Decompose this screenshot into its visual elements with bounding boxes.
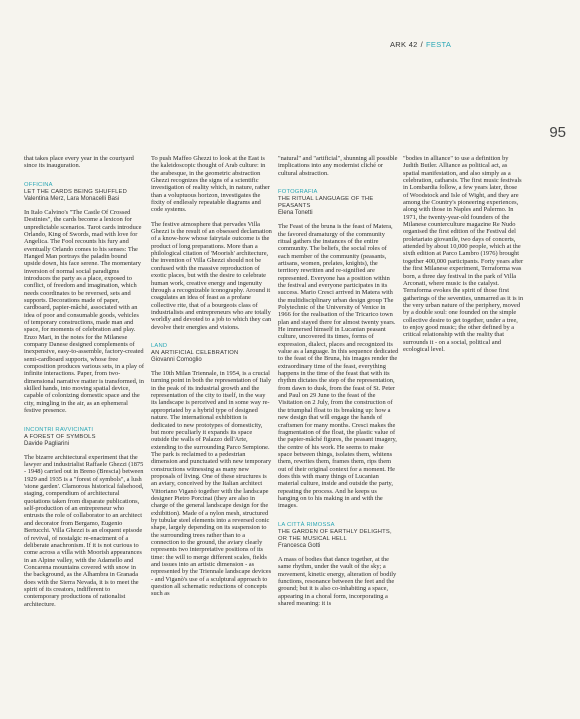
running-header bbox=[390, 40, 451, 49]
body-paragraph: To push Maffeo Ghezzi to look at the East is the kaleidoscopic thought of Arab culture: in the arabesque, in the geometric abstraction Ghezzi recognizes the signs of a scientific investigation of reality which, in nature, rather than a voluptuous horizon, investigates the fixity of endlessly repeatable diagrams and code systems. bbox=[151, 155, 270, 214]
body-paragraph: "natural" and "artificial", shunning all possible implications into any modernist cliché or cultural abstraction. bbox=[278, 155, 398, 177]
section-subtitle: LET THE CARDS BEING SHUFFLED bbox=[24, 188, 127, 195]
section-author: Valentina Merz, Lara Monacelli Basi bbox=[24, 195, 120, 202]
body-paragraph: The Feast of the bruna is the feast of Matera, the favored dramaturgy of the community ritual gathers the instances of the entire community. The beliefs, the social roles of each member of the community (peasants, artisans, women, prelates, knights), the territory rewritten and re-signified are represented. Everyone has a position within the festival and everyone participates in its success. Mario Cresci arrived in Matera with the multidisciplinary urban design group The Polytechnic of the University of Venice in 1966 for the realisation of the Tricarico town plan and stayed there for almost twenty years. He immersed himself in Lucanian peasant culture, uncovered its times, forms of expression, dialect, places and recognized its value as a language. In this sequence dedicated to the feast of the Bruna, his images render the extraordinary time of the feast, everything happens in the time of the feast that with its rhythm dictates the step of the representation, from dawn to dusk, from the feast of St. Peter and Paul on 29 June to the feast of the Visitation on 2 July, from the construction of the triumphal float to its breaking up: how a new design that will engage the hands of craftsmen for many months. Cresci makes the fragmentation of the float, the plastic value of the papier-mâché figures, the peasant imagery, the centre of his work. He seems to make space between things, isolates them, whitens them, rewrites them, frames them, rips them out of their original context for a moment. He does this with many things of Lucanian material culture, inside and outside the party, repeating the process. And he keeps us hanging on to his making in and with the images. bbox=[278, 223, 399, 510]
section-kicker: OFFICINA bbox=[24, 181, 53, 188]
header-separator: / bbox=[420, 40, 424, 49]
body-paragraph: that takes place every year in the courtyard since its inauguration. bbox=[24, 155, 134, 170]
page-number: 95 bbox=[549, 124, 566, 141]
text-column-4 bbox=[403, 155, 524, 360]
section-author: Elena Tonetti bbox=[278, 210, 313, 217]
section-heading bbox=[151, 343, 272, 364]
text-column-3 bbox=[278, 155, 399, 614]
body-paragraph: "bodies in alliance" to use a definition by Judith Butler. Alliance as political act, as spatial manifestation, and also simply as a celebration, catharsis. The first music festivals in Lombardia follow, a few years later, those of Woodstock and Isle of Wight, and they are among the Country's pioneering experiences, along with those in Naples and Palermo. In 1971, the twenty-year-old founders of the Milanese counterculture magazine Re Nudo organised the first edition of the Festival del proletariato giovanile, two days of concerts, attended by about 10,000 people, which at the sixth edition at Parco Lambro (1976) brought together 400,000 participants. Forty years after the first Milanese experiment, Terraforma was born, a three day festival in the park of Villa Arconati, where music is the catalyst. Terraforma evokes the spirit of those first gatherings of the seventies, unmarred as it is in the very urban nature of the periphery, moved by a double soul: one founded on the simple collective desire to get together, under a tree, to enjoy good music; the other defined by a critical relationship with the reality that surrounds it - on a social, political and ecological level. bbox=[403, 155, 524, 353]
magazine-name: ARK 42 bbox=[390, 40, 418, 49]
section-kicker: FOTOGRAFIA bbox=[278, 189, 318, 196]
section-name: FESTA bbox=[426, 40, 452, 49]
text-column-2 bbox=[151, 155, 272, 605]
section-author: Davide Pagliarini bbox=[24, 440, 70, 447]
section-heading bbox=[278, 522, 399, 550]
section-heading bbox=[278, 189, 399, 217]
section-author: Francesca Gotti bbox=[278, 542, 321, 549]
section-heading bbox=[24, 427, 145, 448]
section-kicker: LA CITTÀ RIMOSSA bbox=[278, 521, 335, 528]
section-author: Giovanni Comoglio bbox=[151, 356, 202, 363]
section-subtitle: AN ARTIFICIAL CELEBRATION bbox=[151, 349, 239, 356]
section-kicker: INCONTRI RAVVICINATI bbox=[24, 426, 94, 433]
body-paragraph: The festive atmosphere that pervades Villa Ghezzi is the result of an obsessed declamation of a know-how whose fairytale outcome is the product of long preparations. More than a philological citation of 'Moorish' architecture, the invention of Villa Ghezzi should not be confused with the massive reproduction of exotic places, but with the desire to celebrate human work, creative energy and ingenuity through a recognizable iconography. Around it coagulates an idea of feast as a profane collective rite, that of a bourgeois class of industrialists and entrepreneurs who are totally worldly and devoted to a job to which they can devolve their energies and visions. bbox=[151, 220, 272, 331]
section-subtitle: A FOREST OF SYMBOLS bbox=[24, 433, 96, 440]
section-subtitle: THE RITUAL LANGUAGE OF THE PEASANTS bbox=[278, 196, 374, 210]
body-paragraph: The bizarre architectural experiment that the lawyer and industrialist Raffaele Ghezzi (1875 - 1948) carried out in Breno (Brescia) between 1929 and 1935 is a "forest of symbols", a lush 'stone garden'. Clamorous historical falsehood, staging, compendium of architectural quotations taken from disparate publications, self-production of an entrepreneur who entrusts the role of collaborator to an architect and decorator from Bergamo, Eugenio Bertucchi. Villa Ghezzi is an eloquent episode of revival, of nostalgic re-enactment of a deliberate anachronism. If it is not curious to come across a villa with Moorish appearances in an Alpine valley, with the Adamello and Concarena mountains covered with snow in the background, as the Alhambra in Granada does with the Sierra Nevada, it is to meet the spirit of its creators, indifferent to contemporary productions of rationalist architecture. bbox=[24, 453, 144, 608]
body-paragraph: A mass of bodies that dance together, at the same rhythm, under the vault of the sky; a movement, kinetic energy, alteration of bodily functions, resonance between the feet and the ground; but it is also co-inhabiting a space, appearing in a choral form, incorporating a shared meaning: it is bbox=[278, 555, 397, 607]
section-heading bbox=[24, 182, 145, 203]
text-column-1 bbox=[24, 155, 145, 615]
section-kicker: LAND bbox=[151, 342, 168, 349]
body-paragraph: In Italo Calvino's "The Castle Of Crossed Destinies", the cards become a lexicon for unpredictable scenarios. Tarot cards introduce Orlando, King of Swords, mad with love for Angelica. The Fool recounts his fury and eventually Orlando comes to his senses: The Hanged Man portrays the paladin bound upside down, his face serene. The momentary inversion of normal social paradigms introduces the party as a place, exposed to conflict, of freedom and imagination, which needs coordinates to be reversed, sets and supports. Decorations made of paper, cardboard, papier-mâché, associated with an idea of poor and consumable goods, vehicles of temporary constructions, made man and space, for moments of celebration and play. Enzo Mari, in the notes for the Milanese company Danese designed complements of inexpensive, easy-to-assemble, factory-created semi-cardboard supports, whose free composition produces various sets, in a play of infinite interactions. Paper, from two-dimensional narrative matter is transformed, in skilled hands, into moving spatial device, capable of colonizing domestic space and the city, mingling in the air, as an ephemeral festive presence. bbox=[24, 208, 144, 415]
body-paragraph: The 10th Milan Triennale, in 1954, is a crucial turning point in both the representation of Italy in the peak of its industrial growth and the representation of the city to itself, in the way its landscape is perceived and in some way re-appropriated by a hybrid type of designed nature. The international exhibition is dedicated to new prototypes of domesticity, but more peculiarly it expands its space outside the walls of Palazzo dell'Arte, extending to the surrounding Parco Sempione. The park is reclaimed to a pedestrian dimension and punctuated with new temporary constructions witnessing as many new proposals of living. One of these structures is an aviary, conceived by the Italian architect Vittoriano Viganò together with the landscape designer Pietro Porcinai (they are also in charge of the general landscape design for the exhibition). Made of a nylon mesh, structured by tubular steel elements into a reversed conic shape, largely depending on its suspension to the surrounding trees rather than to a connection to the ground, the aviary clearly represents two interpretative positions of its time: the will to merge different scales, fields and issues into an artistic dimension - as represented by the Triennale landscape devices - and Viganò's use of a sculptural approach to question all schematic reductions of concepts such as bbox=[151, 370, 272, 598]
section-subtitle: THE GARDEN OF EARTHLY DELIGHTS, OR THE MUSICAL HELL bbox=[278, 528, 392, 542]
